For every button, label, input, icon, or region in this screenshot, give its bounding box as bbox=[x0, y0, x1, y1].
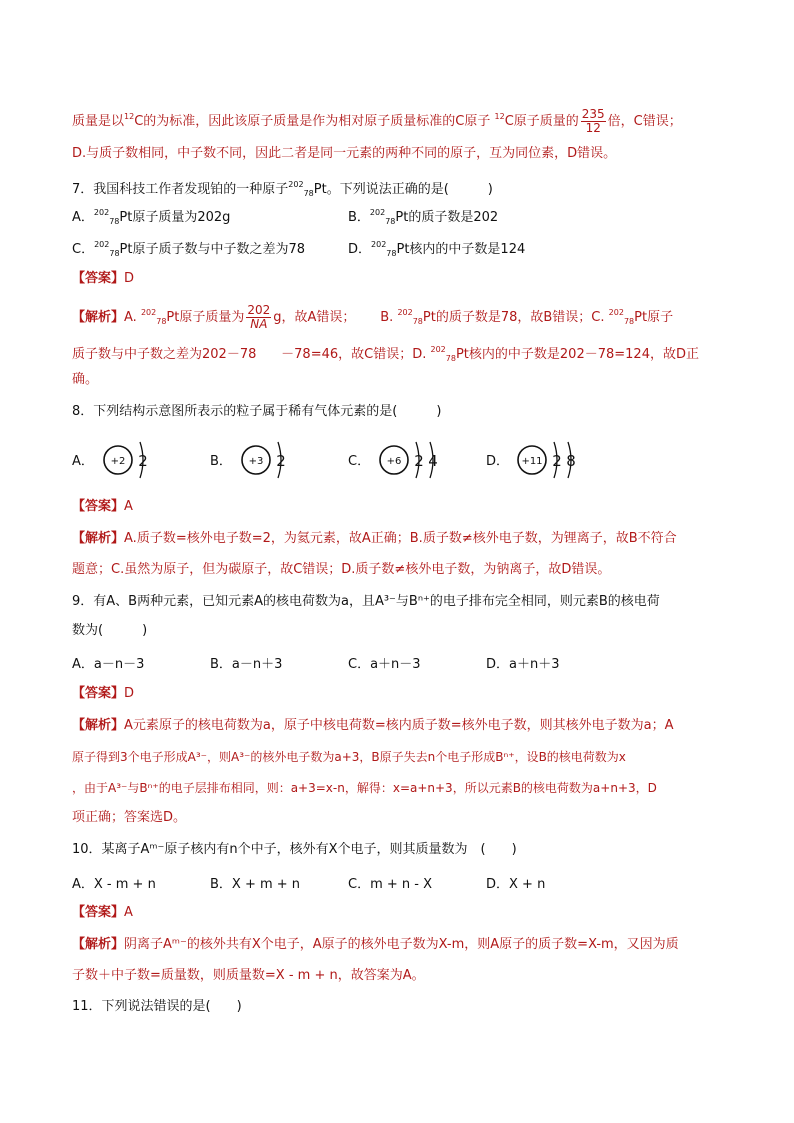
text: A. bbox=[124, 310, 137, 325]
q7-option-d: D．$^{202}_{78}$Pt核内的中子数是124 bbox=[348, 240, 526, 258]
q9-explanation-line3: ，由于A³⁻与Bⁿ⁺的电子层排布相同，则：a+3=x-n，解得：x=a+n+3，所以元素B的核电荷数为a+n+3，D bbox=[72, 781, 657, 795]
explanation-tag: 【解析】 bbox=[72, 718, 125, 733]
shell-electron-count: 2 bbox=[138, 452, 148, 470]
q8-options-diagrams bbox=[60, 436, 620, 484]
q7-option-b: B．$^{202}_{78}$Pt的质子数是202 bbox=[348, 208, 499, 226]
q7-answer bbox=[72, 270, 134, 288]
atomic-number: 78 bbox=[303, 189, 314, 198]
q9-option-c: C．a＋n－3 bbox=[348, 657, 421, 672]
text: 。下列说法正确的是( ) bbox=[326, 182, 493, 197]
superscript: 12 bbox=[124, 112, 135, 121]
text: 核内的中子数是202－78=124，故D正 bbox=[468, 347, 699, 362]
explanation-tag: 【解析】 bbox=[72, 531, 125, 546]
text: C原子质量的 bbox=[504, 114, 579, 129]
q10-explanation-line1 bbox=[72, 936, 679, 954]
superscript: 12 bbox=[494, 112, 505, 121]
element-symbol: Pt bbox=[166, 310, 180, 325]
q9-option-b: B．a－n＋3 bbox=[210, 657, 283, 672]
q7-explanation-line3: 确。 bbox=[72, 372, 99, 387]
answer-value: D bbox=[124, 686, 135, 701]
q9-explanation-line1 bbox=[72, 717, 674, 735]
text: 的质子数是78，故B错误；C. bbox=[435, 310, 605, 325]
text: 质子数与中子数之差为202－78 bbox=[72, 347, 257, 362]
text: 7．我国科技工作者发现铂的一种原子 bbox=[72, 182, 289, 197]
nucleus-charge: +6 bbox=[386, 456, 402, 467]
nucleus-charge: +2 bbox=[110, 456, 126, 467]
q9-explanation-line4: 项正确；答案选D。 bbox=[72, 810, 187, 825]
q8-option-d bbox=[486, 442, 576, 478]
fraction-numerator: 202 bbox=[247, 303, 271, 317]
q9-option-a: A．a－n－3 bbox=[72, 657, 145, 672]
element-symbol: Pt bbox=[455, 347, 469, 362]
q7-explanation-line2 bbox=[72, 341, 699, 368]
atomic-number: 78 bbox=[445, 354, 456, 363]
element-symbol: Pt bbox=[422, 310, 436, 325]
text: 核内的中子数是124 bbox=[409, 242, 526, 257]
element-symbol: Pt bbox=[634, 310, 648, 325]
fraction bbox=[246, 304, 271, 331]
q7-option-c: C．$^{202}_{78}$Pt原子质子数与中子数之差为78 bbox=[72, 240, 306, 258]
q10-option-a: A．X - m + n bbox=[72, 877, 156, 892]
q9-option-d: D．a＋n＋3 bbox=[486, 657, 560, 672]
text: A元素原子的核电荷数为a，原子中核电荷数=核内质子数=核外电子数，则其核外电子数为a；A bbox=[124, 718, 674, 733]
text: A.质子数=核外电子数=2，为氦元素，故A正确；B.质子数≠核外电子数，为锂离子，故B不符合 bbox=[124, 531, 677, 546]
q10-option-d: D．X + n bbox=[486, 877, 546, 892]
q11-stem: 11．下列说法错误的是( ) bbox=[72, 999, 242, 1014]
mass-number: 202 bbox=[369, 208, 386, 217]
element-symbol: Pt bbox=[119, 210, 133, 225]
explanation-tag: 【解析】 bbox=[72, 310, 125, 325]
mass-number: 202 bbox=[608, 308, 624, 317]
element-symbol: Pt bbox=[395, 210, 409, 225]
text: －78=46，故C错误；D. bbox=[281, 347, 427, 362]
mass-number: 202 bbox=[288, 180, 304, 189]
element-symbol: Pt bbox=[313, 182, 327, 197]
q9-answer bbox=[72, 685, 134, 703]
mass-number: 202 bbox=[94, 240, 110, 249]
shell-electron-count: 2 bbox=[414, 452, 424, 470]
atomic-number: 78 bbox=[386, 249, 397, 258]
text: 质量是以 bbox=[72, 114, 125, 129]
q8-explanation-line1 bbox=[72, 530, 677, 548]
q10-option-b: B．X + m + n bbox=[210, 877, 301, 892]
element-symbol: Pt bbox=[396, 242, 410, 257]
q8-option-c bbox=[348, 442, 438, 478]
answer-tag: 【答案】 bbox=[72, 271, 125, 286]
nucleus-charge: +3 bbox=[248, 456, 264, 467]
atomic-number: 78 bbox=[385, 217, 396, 226]
answer-tag: 【答案】 bbox=[72, 905, 125, 920]
q6-explanation-line2: D.与质子数相同，中子数不同，因此二者是同一元素的两种不同的原子，互为同位素，D错误。 bbox=[72, 146, 617, 161]
q7-stem bbox=[72, 176, 493, 203]
mass-number: 202 bbox=[371, 240, 387, 249]
option-label: C． bbox=[348, 454, 371, 469]
q8-answer bbox=[72, 498, 133, 516]
mass-number: 202 bbox=[93, 208, 110, 217]
shell-electron-count: 2 bbox=[552, 452, 562, 470]
shell-electron-count: 2 bbox=[276, 452, 286, 470]
fraction-denominator: NA bbox=[250, 317, 268, 331]
mass-number: 202 bbox=[140, 308, 157, 317]
q8-explanation-line2: 题意；C.虽然为原子，但为碳原子，故C错误；D.质子数≠核外电子数，为钠离子，故D错误。 bbox=[72, 562, 611, 577]
nucleus-charge: +11 bbox=[521, 456, 543, 467]
atomic-number: 78 bbox=[109, 249, 120, 258]
answer-tag: 【答案】 bbox=[72, 686, 125, 701]
fraction bbox=[581, 108, 606, 135]
atomic-number: 78 bbox=[156, 317, 167, 326]
answer-value: D bbox=[124, 271, 135, 286]
atomic-number: 78 bbox=[109, 217, 120, 226]
atomic-number: 78 bbox=[623, 317, 635, 326]
q9-stem-line1: 9．有A、B两种元素，已知元素A的核电荷数为a，且A³⁻与Bⁿ⁺的电子排布完全相同，则元素B的核电荷 bbox=[72, 594, 660, 609]
text: B. bbox=[380, 310, 394, 325]
q9-explanation-line2: 原子得到3个电子形成A³⁻，则A³⁻的核外电子数为a+3，B原子失去n个电子形成Bⁿ⁺，设B的核电荷数为x bbox=[72, 750, 626, 764]
q8-option-a bbox=[72, 442, 148, 478]
q10-answer bbox=[72, 904, 133, 922]
shell-electron-count: 4 bbox=[428, 452, 438, 470]
text: C的为标准，因此该原子质量是作为相对原子质量标准的C原子 bbox=[134, 114, 491, 129]
q6-explanation-line1 bbox=[72, 108, 682, 135]
q8-option-b bbox=[210, 442, 286, 478]
q8-stem: 8．下列结构示意图所表示的粒子属于稀有气体元素的是( ) bbox=[72, 404, 442, 419]
q10-option-c: C．m + n - X bbox=[348, 877, 432, 892]
explanation-tag: 【解析】 bbox=[72, 937, 125, 952]
text: 原子质量为 bbox=[179, 310, 245, 325]
option-label: D． bbox=[486, 454, 510, 469]
fraction-numerator: 235 bbox=[581, 107, 605, 121]
q7-explanation-line1 bbox=[72, 304, 673, 331]
shell-electron-count: 8 bbox=[566, 452, 576, 470]
text: 的质子数是202 bbox=[408, 210, 499, 225]
mass-number: 202 bbox=[397, 308, 413, 317]
atomic-number: 78 bbox=[412, 317, 423, 326]
answer-value: A bbox=[124, 499, 133, 514]
q10-stem: 10．某离子Aᵐ⁻原子核内有n个中子，核外有X个电子，则其质量数为 ( ) bbox=[72, 842, 517, 857]
answer-value: A bbox=[124, 905, 133, 920]
text: 原子质量为202g bbox=[132, 210, 231, 225]
text: 原子 bbox=[647, 310, 674, 325]
q9-stem-line2: 数为( ) bbox=[72, 623, 148, 638]
mass-number: 202 bbox=[430, 345, 446, 354]
fraction-denominator: 12 bbox=[585, 121, 601, 135]
text: 原子质子数与中子数之差为78 bbox=[132, 242, 306, 257]
option-label: A． bbox=[72, 454, 94, 469]
answer-tag: 【答案】 bbox=[72, 499, 125, 514]
q7-option-a: A．$^{202}_{78}$Pt原子质量为202g bbox=[72, 208, 231, 226]
text: 倍，C错误； bbox=[607, 114, 682, 129]
text: g，故A错误； bbox=[273, 310, 356, 325]
option-label: B． bbox=[210, 454, 232, 469]
text: 阴离子Aᵐ⁻的核外共有X个电子，A原子的核外电子数为X-m，则A原子的质子数=X-m，又因为质 bbox=[124, 937, 679, 952]
q10-explanation-line2: 子数＋中子数=质量数，则质量数=X - m + n，故答案为A。 bbox=[72, 968, 425, 983]
element-symbol: Pt bbox=[119, 242, 133, 257]
